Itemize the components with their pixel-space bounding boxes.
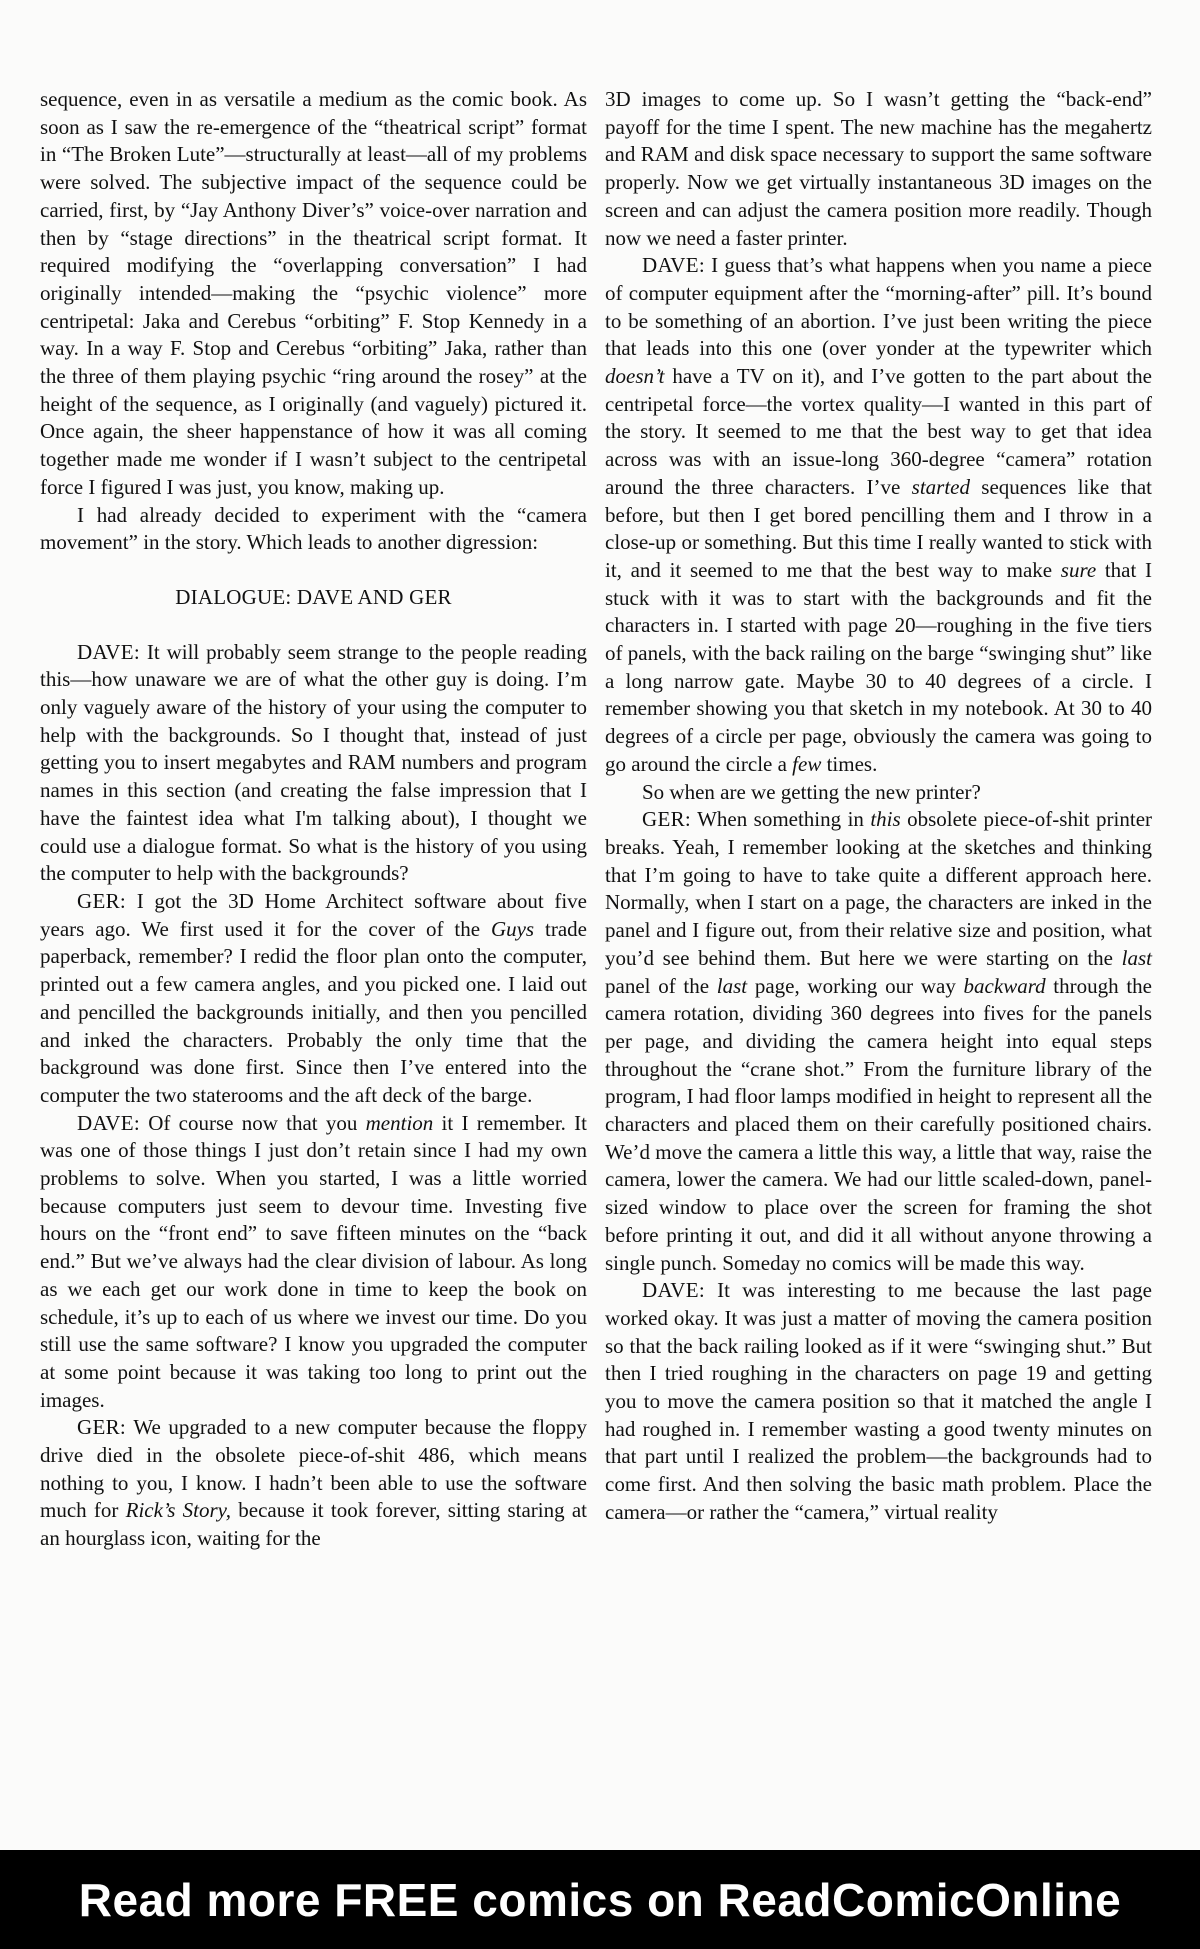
paragraph-text: because it took forever, sitting staring at an hourglass icon, waiting for the (40, 1498, 587, 1551)
paragraph (40, 1110, 587, 1415)
italic-text: mention (365, 1110, 434, 1135)
paragraph-text: page, working our way (747, 973, 964, 998)
paragraph-text: panel of the (605, 973, 717, 998)
paragraph (605, 1277, 1152, 1526)
paragraph: 3D images to come up. So I wasn’t getting the “back-end” payoff for the time I spent. The new machine has the megahertz and RAM and disk space necessary to support the same software properly. Now we get virtually instantaneous 3D images on the screen and can adjust the camera position more readily. Though now we need a faster printer. (605, 87, 1152, 250)
speaker-label: GER: (642, 807, 692, 832)
paragraph-text: It will probably seem strange to the people reading this—how unaware we are of what the other guy is doing. I’m only vaguely aware of the history of your using the computer to help with the backgrounds. So I thought that, instead of just getting you to insert megabytes and RAM numbers and program names in this section (and creating the false impression that I have the faintest idea what I'm talking about), I thought we could use a dialogue format. So what is the history of you using the computer to help with the backgrounds? (40, 639, 587, 886)
right-column (605, 86, 1152, 1527)
paragraph (605, 806, 1152, 1277)
italic-text: last (1121, 945, 1152, 970)
paragraph-text: It was interesting to me because the last page worked okay. It was just a matter of moving the camera position so that the back railing looked as if it were “swinging shut.” But then I tried roughing in the characters on page 19 and getting you to move the camera position so that it matched the angle I had roughed in. I remember wasting a good twenty minutes on that part until I realized the problem—the backgrounds had to come first. And then solving the basic math problem. Place the camera—or rather the “camera,” virtual reality (605, 1278, 1152, 1524)
paragraph-text: trade paperback, remember? I redid the floor plan onto the computer, printed out a few camera angles, and you picked one. I laid out and pencilled the backgrounds initially, and then you pencilled and inked the characters. Probably the only time that the background was done first. Since then I’ve entered into the computer the two staterooms and the aft deck of the barge. (40, 916, 587, 1107)
paragraph-text: We upgraded to a new computer because the floppy drive died in the obsolete piece-of-shit 486, which means nothing to you, I know. I hadn’t been able to use the software much for (40, 1415, 587, 1523)
paragraph-text: obsolete piece-of-shit printer breaks. Yeah, I remember looking at the sketches and thinking that I’m going to have to take quite a different approach here. Normally, when I start on a page, the characters are inked in the panel and I figure out, from their relative size and position, what you’d see behind them. But here we were starting on the (605, 807, 1153, 970)
italic-text: started (911, 474, 970, 499)
paragraph: I had already decided to experiment with the “camera movement” in the story. Which leads to another digression: (40, 502, 587, 555)
paragraph: sequence, even in as versatile a medium as the comic book. As soon as I saw the re-emergence of the “theatrical script” format in “The Broken Lute”—structurally at least—all of my problems were solved. The subjective impact of the sequence could be carried, first, by “Jay Anthony Diver’s” voice-over narration and then by “stage directions” in the theatrical script format. It required modifying the “overlapping conversation” I had originally intended—making the “psychic violence” more centripetal: Jaka and Cerebus “orbiting” F. Stop Kennedy in a way. In a way F. Stop and Cerebus “orbiting” Jaka, rather than the three of them playing psychic “ring around the rosey” at the height of the sequence, as I originally (and vaguely) pictured it. Once again, the sheer happenstance of how it was all coming together made me wonder if I wasn’t subject to the centripetal force I figured I was just, you know, making up. (40, 87, 587, 499)
paragraph-text: sequences like that before, but then I get bored pencilling them and I throw in a close-up or something. But this time I really wanted to stick with it, and it seemed to me that the best way to make (605, 474, 1153, 582)
paragraph (605, 252, 1152, 778)
italic-text: Guys (490, 916, 535, 941)
paragraph-text: Of course now that you (139, 1110, 366, 1135)
paragraph-text: have a TV on it), and I’ve gotten to the part about the centripetal force—the vortex quality—I wanted in this part of the story. It seemed to me that the best way to get that idea across was with an issue-long 360-degree “camera” rotation around the three characters. I’ve (605, 364, 1152, 499)
paragraph-text: When something in (691, 807, 871, 832)
paragraph: So when are we getting the new printer? (642, 779, 981, 804)
left-column (40, 86, 587, 1553)
speaker-label: GER: (77, 888, 127, 913)
promo-banner[interactable] (0, 1850, 1200, 1949)
italic-text: sure (1060, 557, 1097, 582)
italic-text: this (870, 807, 901, 832)
paragraph-text: I guess that’s what happens when you name a piece of computer equipment after the “morning-after” pill. It’s bound to be something of an abortion. I’ve just been writing the piece that leads into this one (over yonder at the typewriter which (605, 253, 1152, 361)
paragraph (40, 639, 587, 888)
paragraph (40, 888, 587, 1110)
dialogue-heading: DIALOGUE: DAVE AND GER (175, 584, 452, 609)
speaker-label: GER: (77, 1415, 127, 1440)
speaker-label: DAVE: (642, 253, 705, 278)
paragraph (40, 1414, 587, 1553)
italic-text: last (716, 973, 748, 998)
paragraph-text: I got the 3D Home Architect software about five years ago. We first used it for the cover of the (40, 888, 587, 941)
speaker-label: DAVE: (77, 1110, 140, 1135)
speaker-label: DAVE: (642, 1278, 705, 1303)
paragraph-text: times. (821, 751, 878, 776)
italic-text: backward (963, 973, 1046, 998)
promo-banner-text[interactable]: Read more FREE comics on ReadComicOnline (78, 1873, 1122, 1926)
italic-text: Rick’s Story, (125, 1498, 232, 1523)
italic-text: doesn’t (605, 364, 665, 389)
speaker-label: DAVE: (77, 639, 140, 664)
italic-text: few (792, 751, 822, 776)
paragraph-text: through the camera rotation, dividing 360 degrees into fives for the panels per page, and dividing the camera height into equal steps throughout the “crane shot.” From the furniture library of the program, I had floor lamps modified in height to represent all the characters and placed them on their carefully positioned chairs. We’d move the camera a little this way, a little that way, raise the camera, lower the camera. We had our little scaled-down, panel-sized window to place over the screen for framing the shot before printing it out, and did it all without anyone throwing a single punch. Someday no comics will be made this way. (605, 973, 1153, 1275)
paragraph-text: it I remember. It was one of those things I just don’t retain since I had my own problems to solve. When you started, I was a little worried because computers just seem to devour time. Investing five hours on the “front end” to save fifteen minutes on the “back end.” But we’ve always had the clear division of labour. As long as we each get our work done in time to keep the book on schedule, it’s up to each of us where we invest our time. Do you still use the same software? I know you upgraded the computer at some point because it was taking too long to print out the images. (40, 1110, 588, 1412)
paragraph-text: that I stuck with it was to start with the backgrounds and fit the characters in. I started with page 20—roughing in the five tiers of panels, with the back railing on the barge “swinging shut” like a long narrow gate. Maybe 30 to 40 degrees of a circle. I remember showing you that sketch in my notebook. At 30 to 40 degrees of a circle per page, obviously the camera was going to go around the circle a (605, 557, 1153, 776)
